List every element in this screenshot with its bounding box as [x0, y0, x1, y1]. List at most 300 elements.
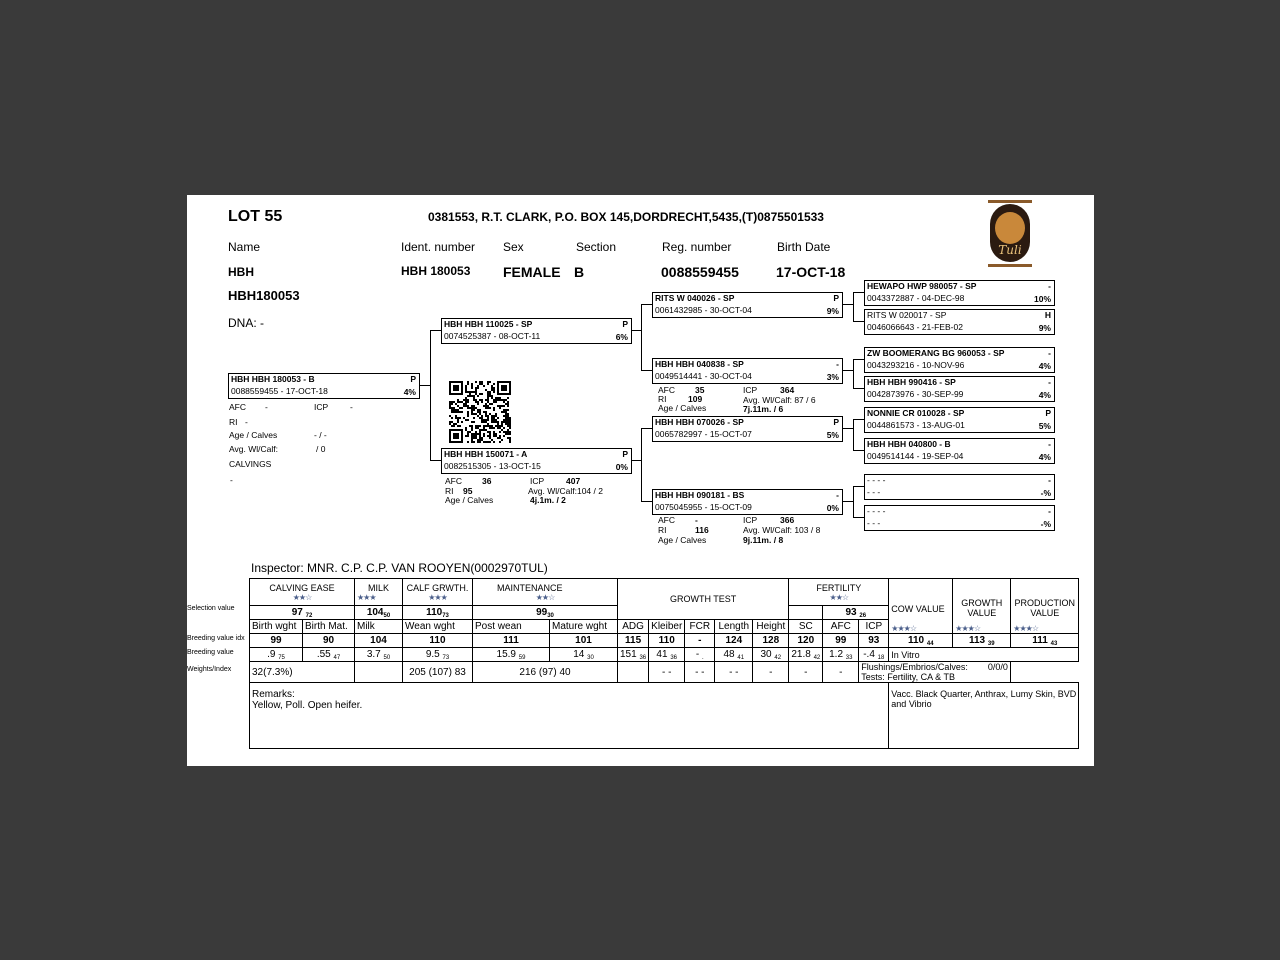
bv-index-cell: 93 — [859, 634, 889, 648]
pedigree-gp-1 — [652, 292, 843, 318]
bv-index-cell: 90 — [303, 634, 355, 648]
remarks-cell — [250, 683, 889, 749]
gp-pct: 3% — [826, 372, 839, 382]
group-fertility — [789, 579, 889, 606]
column-header: ADG — [618, 620, 649, 634]
score: 26 — [859, 613, 867, 619]
subject-reg: 0088559455 - 17-OCT-18 — [231, 386, 328, 396]
gp-name: HBH HBH 070026 - SP — [655, 417, 744, 427]
sel-calf — [403, 606, 473, 620]
ggp-flag: - — [1048, 506, 1051, 516]
gp-flag: - — [836, 490, 839, 500]
row-label-bv: Breeding value — [187, 649, 234, 656]
gp4-age-label: Age / Calves — [658, 535, 707, 545]
label-ident: Ident. number — [401, 240, 476, 254]
star-rating-icon: ★★★☆ — [1013, 624, 1038, 633]
score: 41 — [737, 655, 745, 661]
sel-maint — [473, 606, 618, 620]
animal-reg: 0088559455 — [661, 264, 739, 280]
weight-index-cell: - — [753, 662, 789, 683]
score: 73 — [442, 613, 449, 619]
score: 30 — [547, 613, 554, 619]
weight-index-cell: 32(7.3%) — [250, 662, 355, 683]
cow-value-cell — [889, 634, 953, 648]
ggp-pct: -% — [1040, 488, 1051, 498]
gp4-afc-value: - — [695, 515, 698, 525]
column-header: Kleiber — [649, 620, 685, 634]
value: 41 — [656, 649, 668, 660]
weight-index-cell — [618, 662, 649, 683]
pedigree-ggp-8 — [864, 505, 1055, 531]
pedigree-ggp-5 — [864, 407, 1055, 433]
ggp-reg: 0042873976 - 30-SEP-99 — [867, 389, 964, 399]
group-growth-value — [953, 579, 1011, 634]
connector-line — [853, 486, 854, 517]
breeding-value-cell — [823, 648, 859, 662]
value: 9.5 — [425, 649, 440, 660]
value: 48 — [723, 649, 735, 660]
sire-name: HBH HBH 110025 - SP — [444, 319, 533, 329]
breeding-value-cell — [649, 648, 685, 662]
connector-line — [430, 460, 441, 461]
gp4-icp-value: 366 — [780, 515, 795, 525]
star-rating-icon: ★★☆ — [292, 592, 312, 602]
gp-reg: 0049514441 - 30-OCT-04 — [655, 371, 752, 381]
sire-pct: 6% — [615, 332, 628, 342]
score: 43 — [1050, 641, 1058, 647]
breeding-value-cell — [550, 648, 618, 662]
group-maintenance — [473, 579, 618, 606]
row-label-weights: Weights/Index — [187, 666, 232, 673]
breeding-value-cell — [355, 648, 403, 662]
bv-index-cell: 128 — [753, 634, 789, 648]
owner-details: 0381553, R.T. CLARK, P.O. BOX 145,DORDRECHT,5435,(T)0875501533 — [428, 210, 824, 224]
sel-fert — [823, 606, 889, 620]
connector-line — [641, 304, 642, 371]
vaccination-value: Vacc. Black Quarter, Anthrax, Lumy Skin, BVD and Vibrio — [891, 689, 1077, 709]
gp-flag: P — [833, 293, 839, 303]
column-header: Height — [753, 620, 789, 634]
animal-name-full: HBH180053 — [228, 288, 300, 303]
ggp-reg: 0044861573 - 13-AUG-01 — [867, 420, 965, 430]
connector-line — [842, 428, 853, 429]
group-growth-test — [618, 579, 789, 620]
score: . — [702, 655, 704, 661]
pedigree-gp-4 — [652, 489, 843, 515]
column-header: ICP — [859, 620, 889, 634]
ggp-flag: - — [1048, 377, 1051, 387]
ggp-name: NONNIE CR 010028 - SP — [867, 408, 965, 418]
gp4-icp-label: ICP — [743, 515, 758, 525]
subject-afc-value: - — [265, 402, 268, 412]
column-header: Post wean — [473, 620, 550, 634]
connector-line — [430, 330, 441, 331]
connector-line — [641, 428, 642, 502]
dam-flag: P — [622, 449, 628, 459]
dam-pct: 0% — [615, 462, 628, 472]
connector-line — [853, 419, 854, 451]
score: 42 — [774, 655, 782, 661]
weight-index-cell: 205 (107) 83 — [403, 662, 473, 683]
sel-fert-blank — [789, 606, 823, 620]
value: 111 — [1032, 635, 1048, 646]
remarks-value: Yellow, Poll. Open heifer. — [252, 700, 363, 711]
performance-table — [249, 578, 1079, 749]
group-label: GROWTH VALUE — [961, 598, 1003, 618]
gp-name: HBH HBH 040838 - SP — [655, 359, 744, 369]
bv-index-cell: 99 — [823, 634, 859, 648]
group-label: PRODUCTION VALUE — [1014, 598, 1076, 618]
subject-age-value: - / - — [314, 430, 327, 440]
value: 99 — [536, 607, 548, 618]
group-calf-growth — [403, 579, 473, 606]
gp4-ri-value: 116 — [695, 525, 709, 535]
pedigree-sire — [441, 318, 632, 344]
row-label-selection: Selection value — [187, 605, 235, 612]
star-rating-icon: ★★☆ — [535, 592, 555, 602]
ggp-flag: - — [1048, 439, 1051, 449]
group-label: MAINTENANCE — [497, 582, 563, 593]
production-value-cell — [1011, 634, 1079, 648]
value: 21.8 — [791, 649, 811, 660]
breeding-value-cell — [250, 648, 303, 662]
subject-calvings-value: - — [230, 475, 233, 485]
flush-value: 0/0/0 — [987, 662, 1008, 672]
connector-line — [853, 388, 864, 389]
ggp-pct: 4% — [1038, 390, 1051, 400]
sel-milk — [355, 606, 403, 620]
connector-line — [853, 450, 864, 451]
ggp-reg: - - - — [867, 487, 881, 497]
bv-index-cell: 124 — [715, 634, 753, 648]
dam-name: HBH HBH 150071 - A — [444, 449, 528, 459]
label-reg: Reg. number — [662, 240, 732, 254]
ggp-reg: 0043293216 - 10-NOV-96 — [867, 360, 965, 370]
logo-text: Tuli — [998, 243, 1022, 257]
score: 36 — [639, 655, 647, 661]
gp4-age-value: 9j.11m. / 8 — [743, 535, 784, 545]
value: 97 — [291, 607, 303, 618]
connector-line — [842, 370, 853, 371]
gp2-ri-value: 109 — [688, 394, 703, 404]
star-rating-icon: ★★★ — [357, 592, 376, 602]
star-rating-icon: ★★★☆ — [955, 624, 980, 633]
gp-pct: 5% — [826, 430, 839, 440]
breeding-value-cell — [715, 648, 753, 662]
ggp-pct: 10% — [1033, 294, 1051, 304]
in-vitro-cell: In Vitro — [889, 648, 1079, 662]
gp-name: HBH HBH 090181 - BS — [655, 490, 745, 500]
connector-line — [853, 292, 864, 293]
ggp-name: HBH HBH 990416 - SP — [867, 377, 956, 387]
bv-index-cell: - — [685, 634, 715, 648]
score: 36 — [670, 655, 678, 661]
column-header: Wean wght — [403, 620, 473, 634]
value: 3.7 — [366, 649, 381, 660]
connector-line — [430, 330, 431, 461]
column-header: FCR — [685, 620, 715, 634]
ggp-flag: P — [1045, 408, 1051, 418]
gp-reg: 0065782997 - 15-OCT-07 — [655, 429, 752, 439]
vaccination-cell — [889, 683, 1079, 749]
subject-afc-label: AFC — [229, 402, 246, 412]
ggp-flag: - — [1048, 348, 1051, 358]
value: 113 — [968, 635, 986, 646]
animal-section: B — [574, 264, 585, 280]
value: 15.9 — [496, 649, 516, 660]
gp-reg: 0061432985 - 30-OCT-04 — [655, 305, 752, 315]
tuli-logo — [984, 198, 1034, 270]
breeding-value-cell — [753, 648, 789, 662]
subject-icp-value: - — [350, 402, 353, 412]
subject-ri-label: RI — [229, 417, 238, 427]
group-label: CALVING EASE — [269, 582, 335, 593]
gp4-avg: Avg. Wl/Calf: 103 / 8 — [743, 525, 821, 535]
gp2-afc-value: 35 — [695, 385, 705, 395]
ggp-name: - - - - — [867, 475, 886, 485]
connector-line — [853, 359, 864, 360]
gp-flag: - — [836, 359, 839, 369]
breeding-value-cell — [473, 648, 550, 662]
bv-index-cell: 104 — [355, 634, 403, 648]
value: 14 — [573, 649, 585, 660]
group-label: FERTILITY — [816, 582, 862, 593]
value: .9 — [267, 649, 276, 660]
subject-ri-value: - — [245, 417, 248, 427]
lot-number: LOT 55 — [228, 208, 283, 225]
gp2-afc-label: AFC — [658, 385, 675, 395]
breeding-value-cell — [303, 648, 355, 662]
sire-reg: 0074525387 - 08-OCT-11 — [444, 331, 541, 341]
score: 59 — [518, 655, 526, 661]
dam-afc-value: 36 — [482, 476, 492, 486]
value: .55 — [316, 649, 331, 660]
weight-index-cell: - - — [685, 662, 715, 683]
ggp-pct: 4% — [1038, 452, 1051, 462]
subject-pct: 4% — [403, 387, 416, 397]
pedigree-ggp-2 — [864, 309, 1055, 335]
connector-line — [853, 292, 854, 322]
group-label: GROWTH TEST — [669, 593, 737, 604]
subject-avg-value: / 0 — [316, 444, 326, 454]
score: 42 — [813, 655, 821, 661]
score: 39 — [987, 641, 995, 647]
ggp-reg: 0043372887 - 04-DEC-98 — [867, 293, 965, 303]
score: 72 — [305, 613, 313, 619]
gp2-age-label: Age / Calves — [658, 403, 707, 413]
label-section: Section — [576, 240, 617, 254]
weight-index-cell: - - — [715, 662, 753, 683]
weight-index-cell: - - — [649, 662, 685, 683]
connector-line — [641, 304, 652, 305]
group-production-value — [1011, 579, 1079, 634]
pedigree-document — [187, 195, 1094, 766]
connector-line — [853, 517, 864, 518]
flushings-cell — [859, 662, 1011, 683]
score: 33 — [845, 655, 853, 661]
column-header: Length — [715, 620, 753, 634]
value: 30 — [760, 649, 772, 660]
value: 1.2 — [829, 649, 844, 660]
dam-afc-label: AFC — [445, 476, 462, 486]
subject-flag: P — [410, 374, 416, 384]
gp2-age-value: 7j.11m. / 6 — [743, 404, 784, 414]
ggp-name: RITS W 020017 - SP — [867, 310, 947, 320]
gp-flag: P — [833, 417, 839, 427]
gp-pct: 0% — [826, 503, 839, 513]
gp2-avg: Avg. Wl/Calf: 87 / 6 — [743, 395, 816, 405]
column-header: AFC — [823, 620, 859, 634]
score: 50 — [383, 613, 391, 619]
pedigree-ggp-4 — [864, 376, 1055, 402]
label-name: Name — [228, 240, 261, 254]
score: 18 — [877, 655, 885, 661]
connector-line — [853, 321, 864, 322]
score: 44 — [926, 641, 934, 647]
weight-index-cell: - — [789, 662, 823, 683]
dam-ri-label: RI — [445, 486, 454, 496]
pedigree-ggp-3 — [864, 347, 1055, 373]
subject-calvings-label: CALVINGS — [229, 459, 272, 469]
connector-line — [631, 460, 641, 461]
star-rating-icon: ★★☆ — [829, 592, 849, 602]
pedigree-subject — [228, 373, 420, 399]
column-header: Milk — [355, 620, 403, 634]
value: 151 — [620, 649, 637, 660]
breeding-value-cell — [685, 648, 715, 662]
ggp-name: ZW BOOMERANG BG 960053 - SP — [867, 348, 1005, 358]
gp-pct: 9% — [826, 306, 839, 316]
ggp-reg: 0049514144 - 19-SEP-04 — [867, 451, 964, 461]
column-header: Mature wght — [550, 620, 618, 634]
breeding-value-cell — [859, 648, 889, 662]
column-header: Birth Mat. — [303, 620, 355, 634]
ggp-reg: - - - — [867, 518, 881, 528]
value: -.4 — [863, 649, 875, 660]
remarks-label: Remarks: — [252, 689, 295, 700]
connector-line — [853, 419, 864, 420]
animal-birth: 17-OCT-18 — [776, 264, 846, 280]
bv-index-cell: 120 — [789, 634, 823, 648]
value: - — [695, 649, 700, 660]
subject-age-label: Age / Calves — [229, 430, 278, 440]
connector-line — [853, 486, 864, 487]
ggp-pct: -% — [1040, 519, 1051, 529]
star-rating-icon: ★★★ — [428, 592, 447, 602]
weight-index-cell — [355, 662, 403, 683]
ggp-pct: 5% — [1038, 421, 1051, 431]
pedigree-ggp-7 — [864, 474, 1055, 500]
subject-name: HBH HBH 180053 - B — [231, 374, 315, 384]
bv-index-cell: 99 — [250, 634, 303, 648]
bv-index-cell: 111 — [473, 634, 550, 648]
gp2-icp-value: 364 — [780, 385, 795, 395]
breeding-value-cell — [618, 648, 649, 662]
ggp-flag: H — [1044, 310, 1051, 320]
value: 104 — [366, 607, 384, 618]
score: 30 — [587, 655, 594, 661]
value: 93 — [845, 607, 857, 618]
group-milk — [355, 579, 403, 606]
bv-index-cell: 110 — [403, 634, 473, 648]
dam-avg: Avg. Wl/Calf:104 / 2 — [528, 486, 603, 496]
inspector: Inspector: MNR. C.P. C.P. VAN ROOYEN(0002970TUL) — [251, 561, 548, 575]
dam-icp-value: 407 — [566, 476, 581, 486]
star-rating-icon: ★★★☆ — [891, 624, 916, 633]
connector-line — [641, 501, 652, 502]
ggp-flag: - — [1048, 475, 1051, 485]
connector-line — [842, 501, 853, 502]
score: 73 — [442, 655, 450, 661]
sel-calving — [250, 606, 355, 620]
pedigree-ggp-6 — [864, 438, 1055, 464]
dam-reg: 0082515305 - 13-OCT-15 — [444, 461, 541, 471]
group-label: MILK — [367, 582, 389, 593]
value: 110 — [426, 607, 443, 618]
breeding-value-cell — [403, 648, 473, 662]
qr-code-icon — [449, 381, 511, 443]
animal-sex: FEMALE — [503, 264, 561, 280]
subject-avg-label: Avg. Wl/Calf: — [229, 444, 278, 454]
group-label: COW VALUE — [891, 604, 945, 614]
group-label: CALF GRWTH. — [406, 582, 469, 593]
gp-reg: 0075045955 - 15-OCT-09 — [655, 502, 752, 512]
weight-index-cell: - — [823, 662, 859, 683]
connector-line — [853, 359, 854, 389]
gp2-icp-label: ICP — [743, 385, 758, 395]
ggp-name: HEWAPO HWP 980057 - SP — [867, 281, 977, 291]
dam-icp-label: ICP — [530, 476, 545, 486]
value: 110 — [907, 635, 925, 646]
bv-index-cell: 115 — [618, 634, 649, 648]
column-header: SC — [789, 620, 823, 634]
label-birth: Birth Date — [777, 240, 831, 254]
flush-label: Flushings/Embrios/Calves: — [861, 662, 968, 672]
bv-index-cell: 110 — [649, 634, 685, 648]
animal-ident: HBH 180053 — [401, 264, 471, 278]
pedigree-ggp-1 — [864, 280, 1055, 306]
group-cow-value — [889, 579, 953, 634]
ggp-pct: 4% — [1038, 361, 1051, 371]
group-calving-ease — [250, 579, 355, 606]
row-label-bv-idx: Breeding value idx — [187, 635, 245, 642]
weight-index-cell: 216 (97) 40 — [473, 662, 618, 683]
dam-age-label: Age / Calves — [445, 495, 494, 505]
dam-ri-value: 95 — [463, 486, 473, 496]
connector-line — [842, 304, 853, 305]
pedigree-gp-2 — [652, 358, 843, 384]
breeding-value-cell — [789, 648, 823, 662]
gp4-afc-label: AFC — [658, 515, 675, 525]
connector-line — [641, 370, 652, 371]
animal-dna: DNA: - — [228, 316, 264, 330]
ggp-flag: - — [1048, 281, 1051, 291]
ggp-pct: 9% — [1038, 323, 1051, 333]
gp2-ri-label: RI — [658, 394, 667, 404]
growth-value-cell — [953, 634, 1011, 648]
pedigree-gp-3 — [652, 416, 843, 442]
score: 75 — [278, 655, 285, 661]
animal-name: HBH — [228, 265, 254, 279]
ggp-name: - - - - — [867, 506, 886, 516]
dam-age-value: 4j.1m. / 2 — [530, 495, 566, 505]
ggp-name: HBH HBH 040800 - B — [867, 439, 951, 449]
connector-line — [631, 330, 641, 331]
pedigree-dam — [441, 448, 632, 474]
score: 50 — [383, 655, 391, 661]
gp4-ri-label: RI — [658, 525, 667, 535]
connector-line — [641, 428, 652, 429]
